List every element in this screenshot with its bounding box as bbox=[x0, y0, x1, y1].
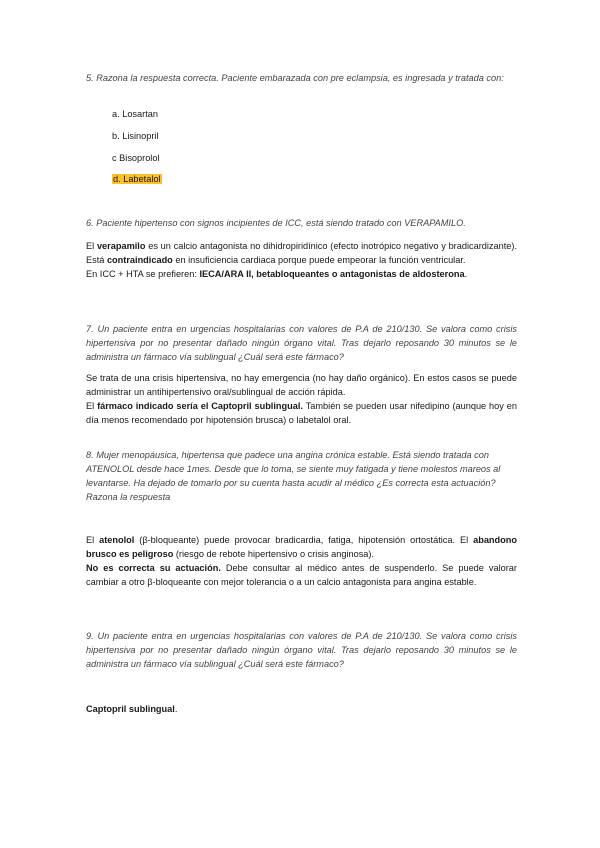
option-d-highlighted bbox=[112, 173, 162, 186]
answer-7 bbox=[86, 371, 517, 427]
option-c: c Bisoprolol bbox=[112, 153, 160, 163]
bold-contraindicado: contraindicado bbox=[106, 255, 173, 265]
answer-7-paragraph-2: El fármaco indicado sería el Captopril sublingual. También se pueden usar nifedipino (aunque hoy en día menos recomendado por hipotensión brusca) o labetalol oral. bbox=[86, 401, 517, 425]
answer-9: Captopril sublingual. bbox=[86, 704, 178, 714]
question-7: 7. Un paciente entra en urgencias hospitalarias con valores de P.A de 210/130. Se valora como crisis hipertensiva por no presentar dañado ningún órgano vital. Tras dejarlo reposando 30 minutos se le administra un fármaco vía sublingual ¿Cuál será este fármaco? bbox=[86, 324, 517, 362]
answer-6 bbox=[86, 239, 517, 281]
answer-6-paragraph-1: El verapamilo es un calcio antagonista no dihidropiridínico (efecto inotrópico negativo y bradicardizante). Está contraindicado en insuficiencia cardiaca porque puede empeorar la función ventricular. bbox=[86, 241, 517, 265]
answer-7-paragraph-1: Se trata de una crisis hipertensiva, no hay emergencia (no hay daño orgánico). En estos casos se puede administrar un antihipertensivo oral/sublingual de acción rápida. bbox=[86, 373, 517, 397]
question-6: 6. Paciente hipertenso con signos incipientes de ICC, está siendo tratado con VERAPAMILO. bbox=[86, 218, 466, 228]
bold-captopril-answer: Captopril sublingual bbox=[86, 704, 175, 714]
answer-8-paragraph-2: No es correcta su actuación. Debe consultar al médico antes de suspenderlo. Se puede valorar cambiar a otro β-bloqueante con mejor tolerancia o a un calcio antagonista para angina estable. bbox=[86, 563, 517, 587]
bold-atenolol: atenolol bbox=[99, 535, 135, 545]
question-9: 9. Un paciente entra en urgencias hospitalarias con valores de P.A de 210/130. Se valora como crisis hipertensiva por no presentar dañado ningún órgano vital. Tras dejarlo reposando 30 minutos se le administra un fármaco vía sublingual ¿Cuál será este fármaco? bbox=[86, 631, 517, 669]
bold-no-correcta: es correcta su actuación. bbox=[103, 563, 221, 573]
bold-verapamilo: verapamilo bbox=[96, 241, 146, 251]
answer-8 bbox=[86, 533, 517, 589]
answer-8-paragraph-1: El atenolol (β-bloqueante) puede provocar bradicardia, fatiga, hipotensión ortostática. El abandono brusco es peligroso (riesgo de rebote hipertensivo o crisis anginosa). bbox=[86, 535, 517, 559]
bold-abandono: abandono brusco es peligroso bbox=[86, 535, 517, 559]
option-a: a. Losartan bbox=[112, 109, 158, 119]
answer-6-paragraph-2: En ICC + HTA se prefieren: IECA/ARA II, betabloqueantes o antagonistas de aldosterona. bbox=[86, 269, 468, 279]
option-d-text: d. Labetalol bbox=[113, 174, 161, 184]
question-8: 8. Mujer menopáusica, hipertensa que padece una angina crónica estable. Está siendo tratada con ATENOLOL desde hace 1mes. Desde que lo toma, se siente muy fatigada y tiene molestos mareos al levantarse. Ha dejado de tomarlo por su cuenta hasta acudir al médico ¿Es correcta esta actuación? Razona la respuesta bbox=[86, 450, 501, 502]
bold-preferred-drugs: IECA/ARA II, betabloqueantes o antagonistas de aldosterona bbox=[199, 269, 465, 279]
question-5: 5. Razona la respuesta correcta. Paciente embarazada con pre eclampsia, es ingresada y tratada con: bbox=[86, 73, 504, 83]
bold-captopril-indicated: fármaco indicado sería el Captopril sublingual. bbox=[97, 401, 303, 411]
option-b: b. Lisinopril bbox=[112, 131, 159, 141]
